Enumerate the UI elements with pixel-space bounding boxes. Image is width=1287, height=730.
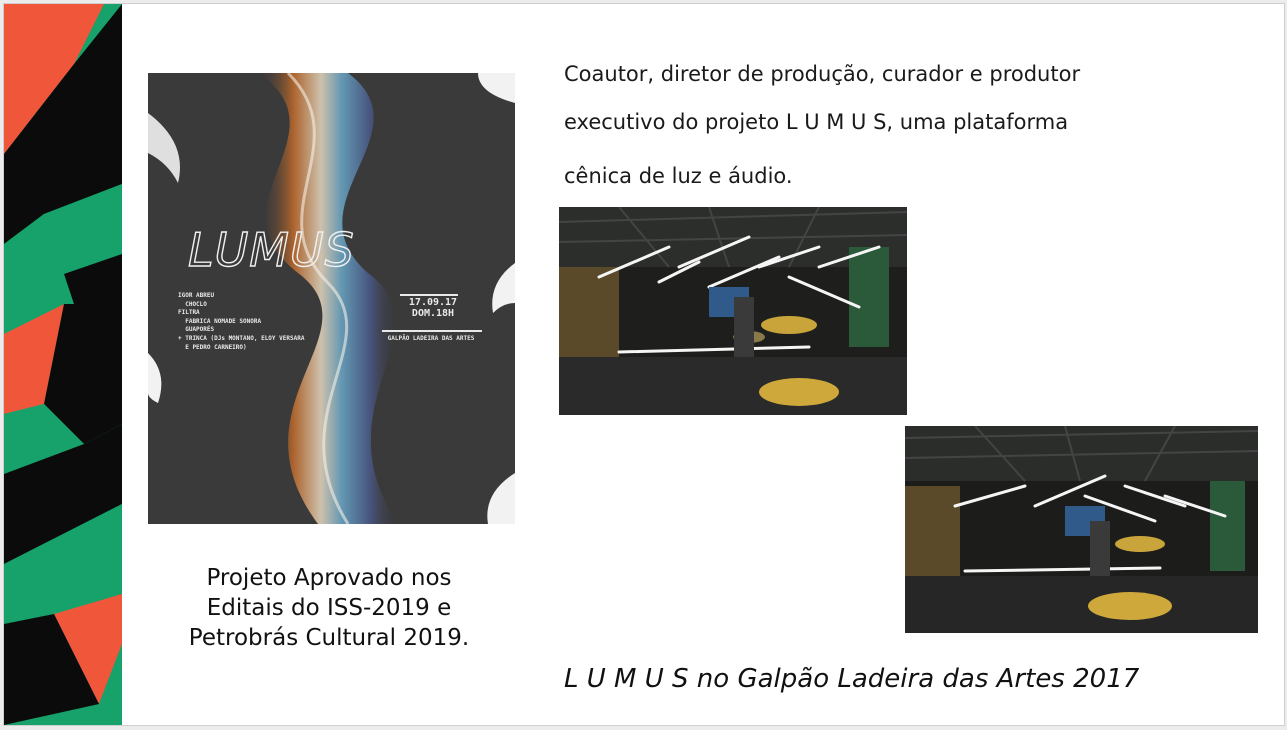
poster-divider bbox=[400, 294, 458, 296]
poster-credits: IGOR ABREU CHOCLO FILTRA FABRICA NOMADE SONORA GUAPORÉS + TRINCA (DJs MONTANO, ELOY VERSARA E PEDRO CARNEIRO) bbox=[178, 292, 305, 351]
venue-caption: L U M U S no Galpão Ladeira das Artes 2017 bbox=[564, 664, 1140, 694]
description-line: Coautor, diretor de produção, curador e produtor bbox=[564, 62, 1081, 86]
poster-title: LUMUS bbox=[188, 223, 355, 277]
decorative-stripe bbox=[4, 4, 122, 725]
approval-caption bbox=[154, 563, 504, 653]
slide bbox=[3, 3, 1285, 726]
caption-line: Projeto Aprovado nos bbox=[206, 565, 452, 591]
lumus-poster bbox=[148, 73, 515, 524]
poster-divider bbox=[382, 330, 482, 332]
poster-venue: GALPÃO LADEIRA DAS ARTES bbox=[387, 335, 475, 342]
venue-photo bbox=[559, 207, 907, 415]
poster-date bbox=[402, 297, 464, 319]
description-line: executivo do projeto L U M U S, uma plataforma bbox=[564, 110, 1069, 134]
poster-date-value: 17.09.17 bbox=[408, 297, 458, 308]
caption-line: Petrobrás Cultural 2019. bbox=[188, 625, 470, 651]
poster-time-value: DOM.18H bbox=[411, 308, 455, 319]
venue-photo bbox=[905, 426, 1258, 633]
caption-line: Editais do ISS-2019 e bbox=[206, 595, 452, 621]
description-line: cênica de luz e áudio. bbox=[564, 164, 793, 188]
